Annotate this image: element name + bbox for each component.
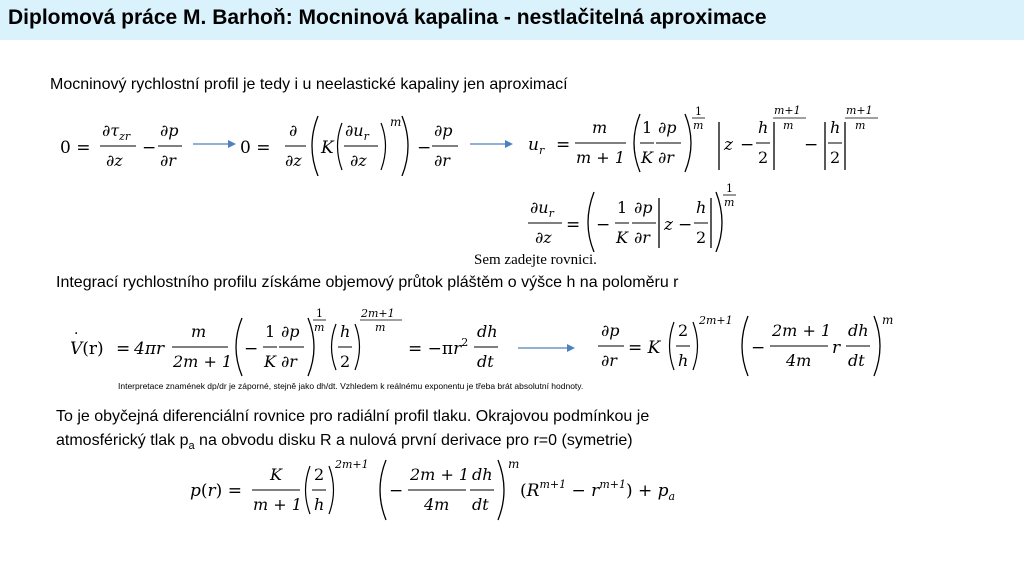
equation-pressure-profile [190,456,710,526]
svg-text:1: 1 [265,322,276,341]
svg-text:2m+1: 2m+1 [335,458,369,471]
svg-text:∂z: ∂z [350,151,367,170]
svg-text:p(r) =: p(r) = [190,481,242,501]
svg-text:1: 1 [726,182,733,195]
svg-text:−: − [244,339,259,359]
svg-text:m: m [314,321,325,334]
svg-text:K: K [641,148,653,167]
svg-text:∂r: ∂r [434,151,450,170]
svg-text:2: 2 [830,148,841,167]
svg-text:m: m [783,119,794,132]
svg-text:∂r: ∂r [634,228,650,247]
svg-text:0 =: 0 = [240,138,271,158]
svg-text:dt: dt [477,352,494,371]
svg-text:dh: dh [848,321,869,340]
svg-text:h: h [758,118,769,137]
svg-text:1: 1 [617,198,628,217]
svg-text:K: K [270,465,282,484]
svg-text:−: − [389,481,404,501]
svg-text:z: z [724,135,733,155]
svg-text:m+1: m+1 [774,104,801,117]
svg-text:h: h [830,118,841,137]
svg-text:2m + 1: 2m + 1 [173,352,233,371]
equation-pressure-gradient [598,308,898,380]
svg-text:(Rm+1 − rm+1) + pa: $(R^{m+1} - r^{m+1}) + p_a$ [520,478,676,503]
slide-title: Diplomová práce M. Barhoň: Mocninová kapalina - nestlačitelná aproximace [8,6,767,29]
svg-text:K: K [264,352,276,371]
svg-text:2: 2 [678,321,689,340]
svg-text:∂p: ∂p [601,321,620,340]
svg-text:K: K [321,138,334,158]
ode-line-1: To je obyčejná diferenciální rovnice pro radiální profil tlaku. Okrajovou podmínkou je [56,408,650,425]
svg-text:=: = [116,339,131,359]
svg-text:∂: ∂ [289,121,298,140]
ode-line-2: atmosférický tlak $p_a$ na obvodu disku R a nulová první derivace pro r=0 (symetrie) [56,432,633,453]
svg-text:−: − [596,215,611,235]
svg-text:∂p: ∂p [434,121,453,140]
svg-text:V(r): V(r) [70,339,104,359]
svg-text:∂ur: $\partial u_r$ [345,121,369,143]
equation-velocity-profile [528,100,893,176]
svg-text:−: − [751,338,766,358]
svg-text:m: m [724,196,735,209]
arrow-2 [470,138,515,150]
ode-paragraph [56,405,649,458]
svg-text:4πr: 4πr [134,339,165,359]
svg-text:r: r [832,338,841,358]
svg-text:=: = [556,135,571,155]
svg-text:m + 1: m + 1 [253,495,302,514]
svg-text:−: − [678,215,693,235]
svg-text:2: 2 [696,228,707,247]
svg-text:2m+1: 2m+1 [361,307,395,320]
equation-volume-flow [70,302,510,380]
intro-text: Mocninový rychlostní profil je tedy i u neelastické kapaliny jen aproximací [50,76,568,93]
equation-shear-balance [60,116,190,176]
svg-text:1: 1 [695,105,702,118]
svg-text:∂p: ∂p [160,121,179,140]
svg-text:0 =: 0 = [60,138,91,158]
svg-text:∂p: ∂p [634,198,653,217]
sign-note: Interpretace znamének dp/dr je záporné, stejně jako dh/dt. Vzhledem k reálnému exponentu je třeba brát absolutní hodnoty. [118,381,584,391]
svg-text:∂z: ∂z [285,151,302,170]
svg-text:dt: dt [472,495,489,514]
svg-text:dt: dt [848,351,865,370]
svg-text:−: − [740,135,755,155]
svg-text:h: h [314,495,325,514]
svg-text:∂z: ∂z [106,151,123,170]
svg-text:−: − [804,135,819,155]
integration-text: Integrací rychlostního profilu získáme objemový průtok pláštěm o výšce h na poloměru r [56,274,679,291]
svg-text:∂r: ∂r [160,151,176,170]
svg-text:= −πr2: = $-\pi r^2$ [408,336,469,359]
arrow-1 [193,138,238,150]
svg-text:∂ur: $\partial u_r$ [530,198,554,220]
svg-text:∂r: ∂r [658,148,674,167]
svg-text:= K: = K [628,338,661,358]
svg-text:∂p: ∂p [658,118,677,137]
svg-text:h: h [678,351,689,370]
svg-text:2m+1: 2m+1 [699,314,733,327]
svg-text:dh: dh [477,322,498,341]
svg-text:∂τzr: $\partial\tau_{zr}$ [102,121,131,143]
svg-text:2: 2 [340,352,351,371]
svg-text:2m + 1: 2m + 1 [772,321,832,340]
svg-text:m+1: m+1 [846,104,873,117]
equation-placeholder[interactable]: Sem zadejte rovnici. [474,252,597,268]
title-bar [0,0,1024,40]
svg-text:m: m [375,321,386,334]
svg-text:m + 1: m + 1 [576,148,625,167]
svg-text:dh: dh [472,465,493,484]
svg-text:−: − [417,138,432,158]
svg-text:2m + 1: 2m + 1 [410,465,470,484]
svg-text:m: m [855,119,866,132]
svg-text:ur: $u_r$ [528,135,545,157]
svg-text:4m: 4m [786,351,812,370]
svg-text:−: − [142,138,157,158]
svg-text:K: K [616,228,628,247]
svg-text:m: m [882,313,894,327]
svg-text:∂p: ∂p [281,322,300,341]
svg-text:m: m [191,322,207,341]
svg-text:2: 2 [314,465,325,484]
svg-text:4m: 4m [424,495,450,514]
svg-text:∂z: ∂z [535,228,552,247]
svg-text:=: = [566,215,581,235]
svg-text:·: · [74,326,79,342]
svg-text:1: 1 [316,307,323,320]
svg-text:1: 1 [642,118,653,137]
svg-text:h: h [340,322,351,341]
svg-text:h: h [696,198,707,217]
svg-text:m: m [592,118,608,137]
svg-text:m: m [508,457,520,471]
svg-text:z: z [664,215,673,235]
svg-text:2: 2 [758,148,769,167]
svg-text:∂r: ∂r [601,351,617,370]
equation-velocity-gradient [528,182,743,252]
svg-text:m: m [693,119,704,132]
equation-power-law [240,110,465,176]
svg-text:m: m [390,115,402,129]
arrow-3 [518,342,578,354]
svg-text:∂r: ∂r [281,352,297,371]
